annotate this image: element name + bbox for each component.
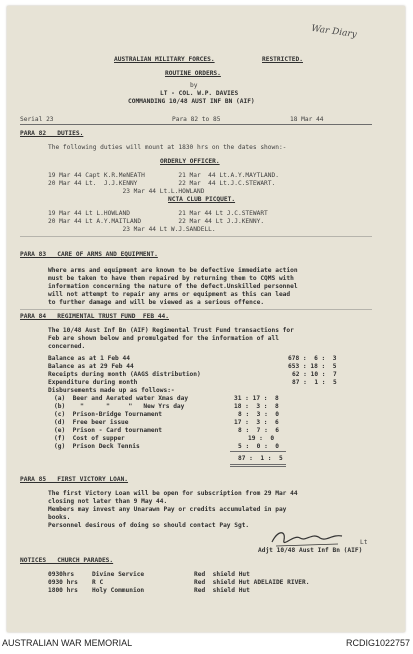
trust-item-label: Receipts during month (AAGS distribution) — [48, 371, 201, 378]
trust-item-amount: 87 : 1 : 5 — [292, 379, 337, 386]
trust-item-label: Expenditure during month — [48, 379, 138, 386]
signature-appointment: Adjt 10/48 Aust Inf Bn (AIF) — [258, 547, 363, 554]
header-title: ROUTINE ORDERS. — [165, 70, 221, 77]
trust-item-amount: 678 : 6 : 3 — [288, 355, 337, 362]
disbursement-total: 87 : 1 : 5 — [238, 455, 283, 462]
serial-paras: Para 82 to 85 — [172, 116, 221, 123]
footer-archive-name: AUSTRALIAN WAR MEMORIAL — [2, 638, 133, 648]
para83-rule — [20, 309, 372, 310]
disbursement-amount: 31 : 17 : 8 — [234, 395, 279, 402]
para82-row: 23 Mar 44 Lt.L.HOWLAND — [48, 188, 205, 195]
para84-line: Feb are shown below and promulgated for the information of all — [48, 335, 279, 342]
para82-row2: 23 Mar 44 Lt W.J.SANDELL. — [48, 226, 216, 233]
para83-heading: PARA 83 CARE OF ARMS AND EQUIPMENT. — [20, 251, 158, 258]
trust-item-label: Balance as at 29 Feb 44 — [48, 363, 134, 370]
disbursement-label: (e) Prison - Card tournament — [54, 427, 163, 434]
serial-date: 18 Mar 44 — [290, 116, 324, 123]
notices-heading: NOTICES CHURCH PARADES. — [20, 557, 114, 564]
para83-line: Where arms and equipment are known to be defective immediate action — [48, 267, 298, 274]
header-org: AUSTRALIAN MILITARY FORCES. — [114, 56, 215, 63]
para85-heading: PARA 85 FIRST VICTORY LOAN. — [20, 476, 129, 483]
trust-item-amount: 62 : 10 : 7 — [292, 371, 337, 378]
notice-time: 0930hrs — [48, 571, 75, 578]
para84-line: The 10/48 Aust Inf Bn (AIF) Regimental Trust Fund transactions for — [48, 327, 294, 334]
para82-heading: PARA 82 DUTIES. — [20, 130, 84, 137]
notice-time: 1800 hrs — [48, 587, 78, 594]
disbursement-amount: 5 : 0 : 0 — [238, 443, 279, 450]
trust-item-label: Balance as at 1 Feb 44 — [48, 355, 130, 362]
footer-record-id: RCDIG1022757 — [345, 638, 410, 648]
para82-intro: The following duties will mount at 1830 hrs on the dates shown:- — [48, 144, 287, 151]
disbursement-double-rule — [230, 464, 286, 465]
header-command: COMMANDING 10/48 AUST INF BN (AIF) — [128, 98, 255, 105]
para83-line: to further damage and will be viewed as a serious offence. — [48, 299, 265, 306]
serial-rule — [20, 124, 372, 125]
para82-row2: 19 Mar 44 Lt L.HOWLAND 21 Mar 44 Lt J.C.STEWART — [48, 210, 268, 217]
disbursement-total-rule — [230, 451, 286, 452]
disbursement-amount: 8 : 7 : 6 — [238, 427, 279, 434]
para82-subhead2: NCTA CLUB PICQUET. — [168, 196, 236, 203]
notice-service: Divine Service — [92, 571, 145, 578]
para82-row2: 20 Mar 44 Lt A.Y.MAITLAND 22 Mar 44 Lt J.J.KENNY. — [48, 218, 265, 225]
disbursement-amount: 19 : 0 — [248, 435, 275, 442]
para82-row: 20 Mar 44 Lt. J.J.KENNY 22 Mar 44 Lt.J.C.STEWART. — [48, 180, 276, 187]
notice-service: R C — [92, 579, 104, 586]
disbursement-label: (g) Prison Deck Tennis — [54, 443, 140, 450]
para83-line: will not attempt to repair any arms or equipment as this can lead — [48, 291, 291, 298]
para84-heading: PARA 84 REGIMENTAL TRUST FUND FEB 44. — [20, 313, 170, 320]
disbursement-amount: 17 : 3 : 6 — [234, 419, 279, 426]
notice-place: Red shield Hut — [194, 587, 250, 594]
notice-service: Holy Communion — [92, 587, 145, 594]
notice-place: Red shield Hut ADELAIDE RIVER. — [194, 579, 310, 586]
disbursement-label: (b) " " " New Yrs day — [54, 403, 185, 410]
para83-line: must be taken to have them repaired by returning them to CQMS with — [48, 275, 294, 282]
serial-label: Serial 23 — [20, 116, 54, 123]
disbursement-label: (a) Beer and Aerated water Xmas day — [54, 395, 189, 402]
disbursement-amount: 18 : 3 : 8 — [234, 403, 279, 410]
handwritten-war-diary: War Diary — [310, 23, 358, 41]
para84-line: concerned. — [48, 343, 86, 350]
para83-line: information concerning the nature of the defect.Unskilled personnel — [48, 283, 298, 290]
header-by: by — [190, 82, 198, 89]
notice-time: 0930 hrs — [48, 579, 78, 586]
header-commander: LT - COL. W.P. DAVIES — [160, 90, 239, 97]
para82-row: 19 Mar 44 Capt K.R.MeNEATH 21 Mar 44 Lt.A.Y.MAYTLAND. — [48, 172, 279, 179]
para85-line: Personnel desirous of doing so should contact Pay Sgt. — [48, 522, 250, 529]
para85-line: books. — [48, 514, 71, 521]
disbursement-double-rule — [230, 466, 286, 467]
para82-subhead: ORDERLY OFFICER. — [160, 158, 220, 165]
header-classification: RESTRICTED. — [262, 56, 303, 63]
para85-line: Members may invest any Unarawn Pay or credits accumulated in pay — [48, 506, 287, 513]
para85-line: closing not later than 9 May 44. — [48, 498, 168, 505]
para82-rule — [20, 236, 372, 237]
signature-rank: Lt — [360, 539, 368, 546]
para85-line: The first Victory Loan will be open for subscription from 29 Mar 44 — [48, 490, 298, 497]
disbursement-label: (d) Free beer issue — [54, 419, 129, 426]
disbursement-label: (c) Prison-Bridge Tournament — [54, 411, 163, 418]
disbursement-label: (f) Cost of supper — [54, 435, 125, 442]
trust-item-label: Disbursements made up as follows:- — [48, 387, 175, 394]
trust-item-amount: 653 : 18 : 5 — [288, 363, 337, 370]
disbursement-amount: 8 : 3 : 0 — [238, 411, 279, 418]
notice-place: Red shield Hut — [194, 571, 250, 578]
